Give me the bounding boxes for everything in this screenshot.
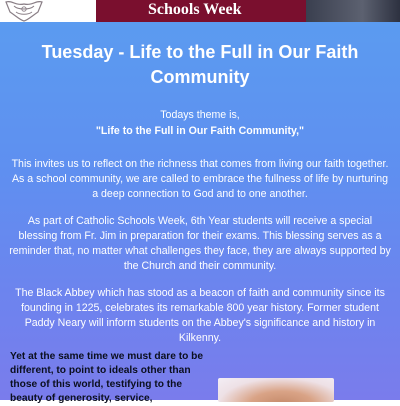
header-bar (0, 0, 400, 22)
header-photo (306, 0, 400, 22)
theme-quote-text: "Life to the Full in Our Faith Community," (95, 125, 305, 137)
theme-intro-text: Todays theme is, (160, 109, 240, 121)
content-card (0, 22, 400, 404)
schools-week-banner: Schools Week (96, 0, 306, 22)
paragraph-blessing: As part of Catholic Schools Week, 6th Year students will receive a special blessing from Fr. Jim in preparation for their exams. This blessing serves as a reminder that, no matter what challenges they face, they are always supported by the Church and their community. (9, 215, 391, 272)
page-title: Tuesday - Life to the Full in Our Faith Community (41, 42, 359, 87)
school-crest-icon (2, 0, 46, 22)
paragraph-reflection: This invites us to reflect on the richness that comes from living our faith together. As a school community, we are called to embrace the fullness of life by nurturing a deep connection to God and to one another. (11, 158, 389, 200)
hands-photo (218, 378, 334, 402)
paragraph-black-abbey: The Black Abbey which has stood as a beacon of faith and community since its founding in 1225, celebrates its remarkable 800 year history. Former student Paddy Neary will inform students on the Abbey's significance and history in Kilkenny. (15, 287, 385, 344)
closing-quote-text: Yet at the same time we must dare to be different, to point to ideals other than those of this world, testifying to the beauty of generosity, service, (10, 351, 204, 404)
